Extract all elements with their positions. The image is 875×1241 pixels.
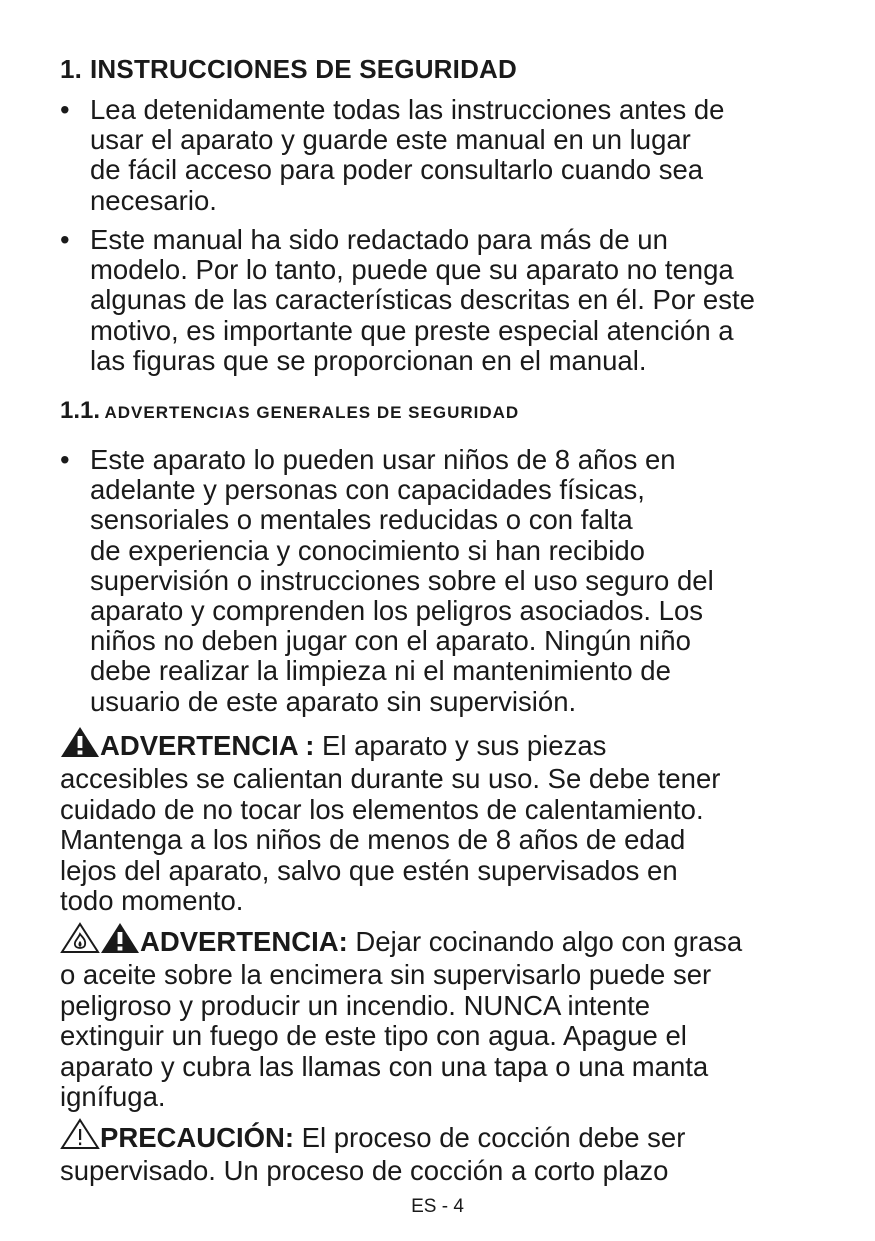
caution-paragraph (60, 1118, 850, 1187)
list-item (60, 95, 850, 216)
warning-text: El aparato y sus piezas accesibles se calientan durante su uso. Se debe tener cuidado de no tocar los elementos de calentamiento. Mantenga a los niños de menos de 8 años de edad lejos del aparato, salvo que estén supervisados en todo momento. (60, 730, 721, 917)
section-number: 1. (60, 54, 83, 84)
bullet-text: Este aparato lo pueden usar niños de 8 años en adelante y personas con capacidades físicas, sensoriales o mentales reducidas o con falta de experiencia y conocimiento si han recibido supervisión o instrucciones sobre el uso seguro del aparato y comprenden los peligros asociados. Los niños no deben jugar con el aparato. Ningún niño debe realizar la limpieza ni el mantenimiento de usuario de este aparato sin supervisión. (90, 444, 714, 717)
warning-paragraph (60, 726, 850, 916)
caution-outline-icon (60, 1118, 100, 1156)
warning-text: Dejar cocinando algo con grasa o aceite sobre la encimera sin supervisarlo puede ser peligroso y producir un incendio. NUNCA intente extinguir un fuego de este tipo con agua. Apague el aparato y cubra las llamas con una tapa o una manta ignífuga. (60, 926, 743, 1113)
bullet-text: Lea detenidamente todas las instrucciones antes de usar el aparato y guarde este manual en un lugar de fácil acceso para poder consultarlo cuando sea necesario. (90, 94, 725, 216)
list-item (60, 445, 850, 717)
warning-paragraph (60, 922, 850, 1112)
warning-label: ADVERTENCIA : (100, 730, 315, 761)
bullet-text: Este manual ha sido redactado para más de un modelo. Por lo tanto, puede que su aparato no tenga algunas de las características descritas en él. Por este motivo, es importante que preste especial atención a las figuras que se proporcionan en el manual. (90, 224, 755, 376)
warning-label: ADVERTENCIA: (140, 926, 348, 957)
section-heading (60, 54, 517, 85)
list-item (60, 225, 850, 376)
caution-label: PRECAUCIÓN: (100, 1122, 295, 1153)
warning-filled-icon (100, 922, 140, 960)
section-title: INSTRUCCIONES DE SEGURIDAD (90, 54, 518, 84)
subsection-title: ADVERTENCIAS GENERALES DE SEGURIDAD (104, 403, 520, 422)
page-number: ES - 4 (411, 1196, 464, 1217)
bullet-marker: • (60, 224, 70, 255)
caution-text: El proceso de cocción debe ser supervisado. Un proceso de cocción a corto plazo (60, 1122, 686, 1187)
bullet-marker: • (60, 444, 70, 475)
subsection-heading (60, 397, 519, 425)
bullet-marker: • (60, 94, 70, 125)
fire-warning-icon (60, 922, 100, 960)
warning-filled-icon (60, 726, 100, 764)
subsection-number: 1.1. (60, 397, 101, 424)
